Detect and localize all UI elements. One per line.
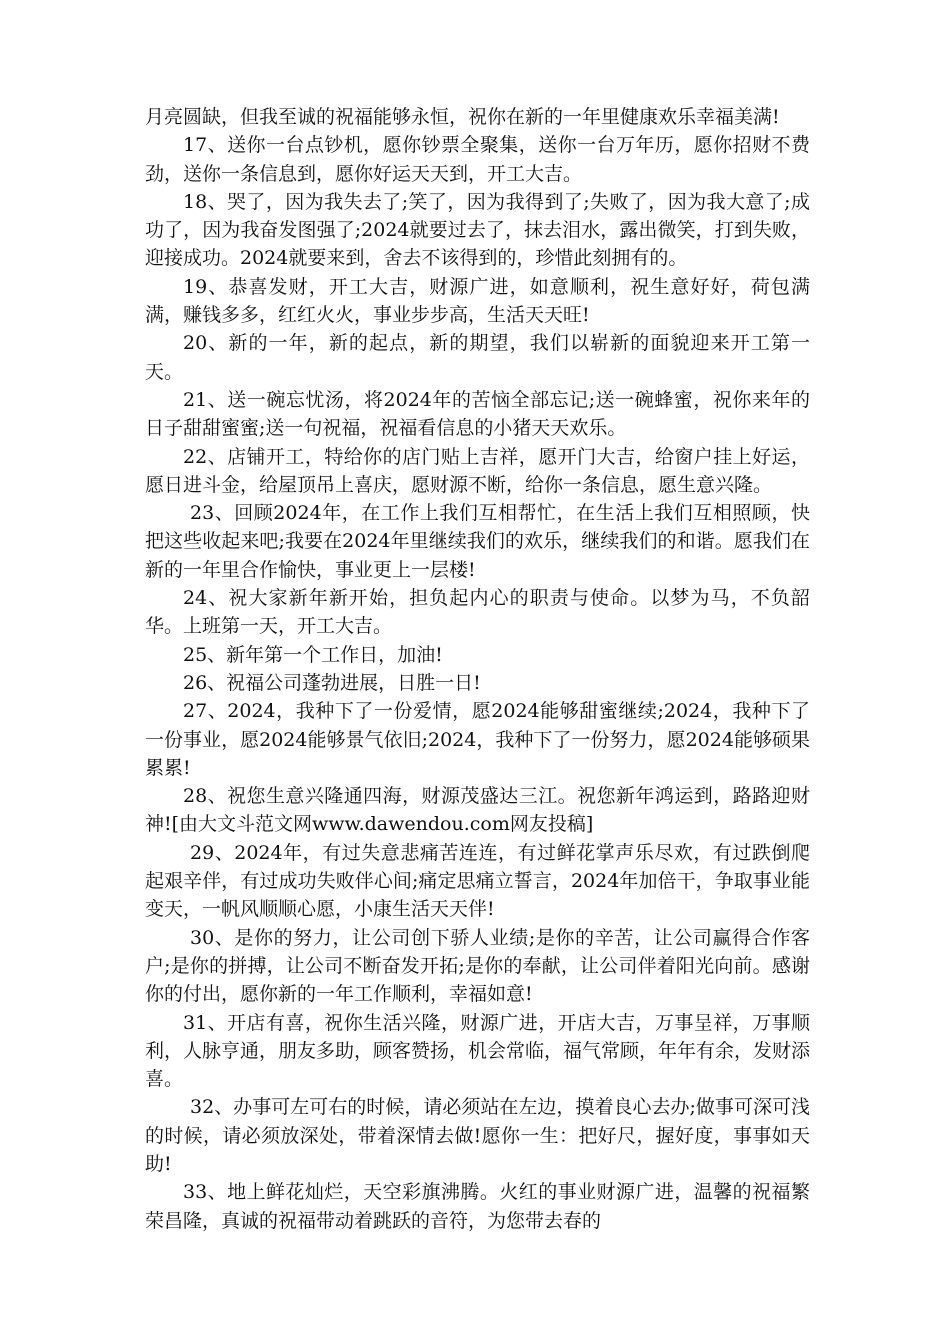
paragraph-23: 23、回顾2024年，在工作上我们互相帮忙，在生活上我们互相照顾，快把这些收起来吧;我要在2024年里继续我们的欢乐，继续我们的和谐。愿我们在新的一年里合作愉快，事业更上一层楼! [145,502,810,581]
paragraph-33: 33、地上鲜花灿烂，天空彩旗沸腾。火红的事业财源广进，温馨的祝福繁荣昌隆，真诚的祝福带动着跳跃的音符，为您带去春的 [145,1181,810,1232]
paragraph-continuation: 月亮圆缺，但我至诚的祝福能够永恒，祝你在新的一年里健康欢乐幸福美满! [145,106,780,128]
document-body [145,103,810,1235]
paragraph-31: 31、开店有喜，祝你生活兴隆，财源广进，开店大吉，万事呈祥，万事顺利，人脉亨通，朋友多助，顾客赞扬，机会常临，福气常顾，年年有余，发财添喜。 [145,1011,811,1091]
paragraph-30: 30、是你的努力，让公司创下骄人业绩;是你的辛苦，让公司赢得合作客户;是你的拼搏，让公司不断奋发开拓;是你的奉献，让公司伴着阳光向前。感谢你的付出，愿你新的一年工作顺利，幸福如意! [145,926,810,1006]
paragraph-32: 32、办事可左可右的时候，请必须站在左边，摸着良心去办;做事可深可浅的时候，请必须放深处，带着深情去做!愿你一生：把好尺，握好度，事事如天助! [145,1096,810,1175]
paragraph-22: 22、店铺开工，特给你的店门贴上吉祥，愿开门大吉，给窗户挂上好运，愿日进斗金，给屋顶吊上喜庆，愿财源不断，给你一条信息，愿生意兴隆。 [145,445,810,496]
paragraph-28: 28、祝您生意兴隆通四海，财源茂盛达三江。祝您新年鸿运到，路路迎财神![由大文斗范文网www.dawendou.com网友投稿] [145,785,810,836]
paragraph-21: 21、送一碗忘忧汤，将2024年的苦恼全部忘记;送一碗蜂蜜，祝你来年的日子甜甜蜜蜜;送一句祝福，祝福看信息的小猪天天欢乐。 [145,388,810,440]
paragraph-24: 24、祝大家新年新开始，担负起内心的职责与使命。以梦为马，不负韶华。上班第一天，开工大吉。 [145,587,810,638]
paragraph-20: 20、新的一年，新的起点，新的期望，我们以崭新的面貌迎来开工第一天。 [145,332,810,383]
paragraph-29: 29、2024年，有过失意悲痛苦连连，有过鲜花掌声乐尽欢，有过跌倒爬起艰辛伴，有过成功失败伴心间;痛定思痛立誓言，2024年加倍干，争取事业能变天，一帆风顺顺心愿，小康生活天天伴! [145,841,810,921]
paragraph-18: 18、哭了，因为我失去了;笑了，因为我得到了;失败了，因为我大意了;成功了，因为我奋发图强了;2024就要过去了，抹去泪水，露出微笑，打到失败，迎接成功。2024就要来到，舍去不该得到的，珍惜此刻拥有的。 [145,190,810,270]
paragraph-25: 25、新年第一个工作日，加油! [183,643,443,666]
paragraph-27: 27、2024，我种下了一份爱情，愿2024能够甜蜜继续;2024，我种下了一份事业，愿2024能够景气依旧;2024，我种下了一份努力，愿2024能够硕果累累! [145,700,810,779]
paragraph-19: 19、恭喜发财，开工大吉，财源广进，如意顺利，祝生意好好，荷包满满，赚钱多多，红红火火，事业步步高，生活天天旺! [145,275,810,327]
paragraph-26: 26、祝福公司蓬勃进展，日胜一日! [183,671,481,694]
paragraph-17: 17、送你一台点钞机，愿你钞票全聚集，送你一台万年历，愿你招财不费劲，送你一条信息到，愿你好运天天到，开工大吉。 [145,134,810,185]
